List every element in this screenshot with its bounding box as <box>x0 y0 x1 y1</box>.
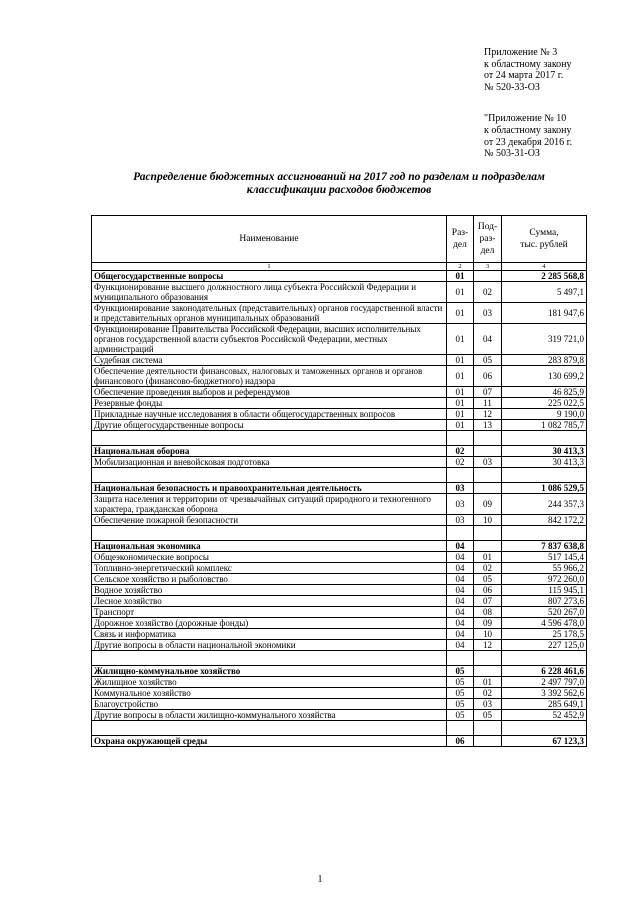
cell-sum: 115 945,1 <box>502 585 587 596</box>
cell-section: 01 <box>447 303 474 324</box>
col-number: 2 <box>447 263 474 271</box>
appendix-line: от 24 марта 2017 г. <box>484 70 564 82</box>
cell-sum: 7 837 638,8 <box>502 541 587 552</box>
blank-cell <box>474 721 502 736</box>
cell-name: Благоустройство <box>92 699 447 710</box>
table-row <box>92 324 587 355</box>
cell-subsection: 02 <box>474 563 502 574</box>
table-row <box>92 710 587 721</box>
blank-cell <box>474 526 502 541</box>
cell-subsection <box>474 666 502 677</box>
table-row <box>92 515 587 526</box>
cell-sum: 1 086 529,5 <box>502 483 587 494</box>
table-row <box>92 494 587 515</box>
cell-name: Национальная оборона <box>92 446 447 457</box>
table-body <box>92 271 587 747</box>
table-row <box>92 303 587 324</box>
cell-subsection: 03 <box>474 699 502 710</box>
cell-name: Обеспечение пожарной безопасности <box>92 515 447 526</box>
appendix-line: к областному закону <box>484 124 572 136</box>
blank-cell <box>92 468 447 483</box>
cell-sum: 30 413,3 <box>502 446 587 457</box>
cell-sum: 30 413,3 <box>502 457 587 468</box>
cell-subsection: 12 <box>474 640 502 651</box>
cell-section: 03 <box>447 494 474 515</box>
cell-sum: 244 357,3 <box>502 494 587 515</box>
cell-section: 06 <box>447 736 474 747</box>
appendix-line: к областному закону <box>484 58 572 70</box>
blank-cell <box>92 526 447 541</box>
table-row <box>92 607 587 618</box>
cell-subsection: 03 <box>474 457 502 468</box>
cell-name: Прикладные научные исследования в области общегосударственных вопросов <box>92 409 447 420</box>
cell-section: 05 <box>447 710 474 721</box>
blank-cell <box>502 721 587 736</box>
table-row-blank <box>92 431 587 446</box>
cell-name: Защита населения и территории от чрезвычайных ситуаций природного и техногенного характера, гражданская оборона <box>92 494 447 515</box>
appendix-block <box>484 47 634 160</box>
cell-section: 01 <box>447 282 474 303</box>
section-row <box>92 666 587 677</box>
cell-section: 04 <box>447 618 474 629</box>
table-row <box>92 387 587 398</box>
cell-sum: 4 596 478,0 <box>502 618 587 629</box>
cell-name: Транспорт <box>92 607 447 618</box>
cell-subsection <box>474 446 502 457</box>
cell-name: Другие вопросы в области национальной экономики <box>92 640 447 651</box>
table-row <box>92 552 587 563</box>
blank-cell <box>92 721 447 736</box>
cell-sum: 46 825,9 <box>502 387 587 398</box>
cell-name: Охрана окружающей среды <box>92 736 447 747</box>
table-row-blank <box>92 721 587 736</box>
blank-cell <box>502 468 587 483</box>
col-number: 3 <box>474 263 502 271</box>
cell-sum: 52 452,9 <box>502 710 587 721</box>
cell-subsection: 07 <box>474 387 502 398</box>
table-row <box>92 640 587 651</box>
table-row <box>92 282 587 303</box>
cell-sum: 9 190,0 <box>502 409 587 420</box>
cell-name: Другие вопросы в области жилищно-коммунального хозяйства <box>92 710 447 721</box>
cell-sum: 67 123,3 <box>502 736 587 747</box>
cell-subsection: 09 <box>474 618 502 629</box>
section-row <box>92 483 587 494</box>
page-number: 1 <box>317 874 323 885</box>
header-row <box>92 216 587 263</box>
cell-subsection <box>474 483 502 494</box>
appendix-line: № 503-31-ОЗ <box>484 148 540 160</box>
table-row <box>92 585 587 596</box>
cell-name: Связь и информатика <box>92 629 447 640</box>
cell-sum: 807 273,6 <box>502 596 587 607</box>
cell-subsection <box>474 541 502 552</box>
table-row <box>92 563 587 574</box>
cell-name: Судебная система <box>92 355 447 366</box>
appendix-line: от 23 декабря 2016 г. <box>484 136 573 148</box>
cell-sum: 517 145,4 <box>502 552 587 563</box>
cell-subsection: 04 <box>474 324 502 355</box>
cell-name: Мобилизационная и вневойсковая подготовка <box>92 457 447 468</box>
section-row <box>92 446 587 457</box>
table-row <box>92 355 587 366</box>
cell-name: Обеспечение деятельности финансовых, налоговых и таможенных органов и органов финансового (финансово-бюджетного) надзора <box>92 366 447 387</box>
cell-sum: 283 879,8 <box>502 355 587 366</box>
cell-sum: 285 649,1 <box>502 699 587 710</box>
section-row <box>92 271 587 282</box>
table-row-blank <box>92 468 587 483</box>
cell-section: 05 <box>447 666 474 677</box>
cell-sum: 2 497 797,0 <box>502 677 587 688</box>
cell-section: 05 <box>447 699 474 710</box>
table-row <box>92 596 587 607</box>
cell-subsection: 08 <box>474 607 502 618</box>
cell-section: 05 <box>447 688 474 699</box>
appendix-line: Приложение № 3 <box>484 47 558 58</box>
cell-subsection: 07 <box>474 596 502 607</box>
table-row <box>92 398 587 409</box>
table-row <box>92 457 587 468</box>
blank-cell <box>502 431 587 446</box>
budget-table <box>91 215 587 747</box>
cell-sum: 3 392 562,6 <box>502 688 587 699</box>
cell-section: 04 <box>447 629 474 640</box>
cell-subsection: 05 <box>474 574 502 585</box>
cell-section: 01 <box>447 398 474 409</box>
cell-subsection: 05 <box>474 710 502 721</box>
cell-sum: 55 966,2 <box>502 563 587 574</box>
cell-name: Другие общегосударственные вопросы <box>92 420 447 431</box>
document-title <box>92 171 586 197</box>
cell-section: 05 <box>447 677 474 688</box>
appendix-line: № 520-33-ОЗ <box>484 81 540 93</box>
cell-name: Национальная безопасность и правоохранительная деятельность <box>92 483 447 494</box>
cell-name: Резервные фонды <box>92 398 447 409</box>
table-row <box>92 629 587 640</box>
cell-subsection: 06 <box>474 366 502 387</box>
section-row <box>92 541 587 552</box>
cell-section: 04 <box>447 640 474 651</box>
cell-subsection: 01 <box>474 552 502 563</box>
table-row <box>92 699 587 710</box>
cell-section: 01 <box>447 324 474 355</box>
cell-name: Функционирование законодательных (представительных) органов государственной власти и представительных органов муниципальных образований <box>92 303 447 324</box>
cell-sum: 130 699,2 <box>502 366 587 387</box>
cell-sum: 842 172,2 <box>502 515 587 526</box>
cell-section: 04 <box>447 596 474 607</box>
header-sum: Сумма, тыс. рублей <box>502 216 587 263</box>
table-row <box>92 366 587 387</box>
col-number: 4 <box>502 263 587 271</box>
column-number-row <box>92 263 587 271</box>
cell-name: Функционирование Правительства Российской Федерации, высших исполнительных органов государственной власти субъектов Российской Федерации, местных администраций <box>92 324 447 355</box>
cell-section: 04 <box>447 607 474 618</box>
cell-section: 01 <box>447 366 474 387</box>
cell-section: 04 <box>447 585 474 596</box>
cell-subsection: 12 <box>474 409 502 420</box>
header-name: Наименование <box>92 216 447 263</box>
cell-sum: 319 721,0 <box>502 324 587 355</box>
cell-name: Общегосударственные вопросы <box>92 271 447 282</box>
cell-name: Функционирование высшего должностного лица субъекта Российской Федерации и муниципального образования <box>92 282 447 303</box>
cell-subsection: 05 <box>474 355 502 366</box>
header-section: Раз- дел <box>447 216 474 263</box>
cell-name: Национальная экономика <box>92 541 447 552</box>
cell-name: Лесное хозяйство <box>92 596 447 607</box>
cell-sum: 2 285 568,8 <box>502 271 587 282</box>
cell-section: 04 <box>447 563 474 574</box>
blank-cell <box>474 431 502 446</box>
blank-cell <box>447 526 474 541</box>
cell-sum: 227 125,0 <box>502 640 587 651</box>
cell-section: 04 <box>447 541 474 552</box>
blank-cell <box>447 468 474 483</box>
table-row <box>92 574 587 585</box>
cell-sum: 5 497,1 <box>502 282 587 303</box>
appendix-current <box>484 47 634 93</box>
blank-cell <box>502 651 587 666</box>
table-row <box>92 688 587 699</box>
col-number: 1 <box>92 263 447 271</box>
appendix-line: "Приложение № 10 <box>484 113 567 125</box>
cell-section: 03 <box>447 483 474 494</box>
header-subsection: Под- раз- дел <box>474 216 502 263</box>
title-line: Распределение бюджетных ассигнований на 2017 год по разделам и подразделам <box>133 171 545 183</box>
cell-name: Жилищно-коммунальное хозяйство <box>92 666 447 677</box>
table-row-blank <box>92 651 587 666</box>
cell-subsection: 02 <box>474 688 502 699</box>
cell-name: Дорожное хозяйство (дорожные фонды) <box>92 618 447 629</box>
table-row-blank <box>92 526 587 541</box>
cell-subsection: 13 <box>474 420 502 431</box>
cell-section: 03 <box>447 515 474 526</box>
cell-section: 04 <box>447 552 474 563</box>
cell-subsection: 10 <box>474 515 502 526</box>
cell-name: Общеэкономические вопросы <box>92 552 447 563</box>
cell-section: 01 <box>447 387 474 398</box>
cell-section: 01 <box>447 420 474 431</box>
table-row <box>92 420 587 431</box>
cell-sum: 181 947,6 <box>502 303 587 324</box>
blank-cell <box>502 526 587 541</box>
blank-cell <box>447 721 474 736</box>
blank-cell <box>447 651 474 666</box>
cell-subsection <box>474 271 502 282</box>
table-row <box>92 618 587 629</box>
blank-cell <box>447 431 474 446</box>
cell-subsection: 03 <box>474 303 502 324</box>
cell-sum: 6 228 461,6 <box>502 666 587 677</box>
cell-sum: 520 267,0 <box>502 607 587 618</box>
cell-sum: 25 178,5 <box>502 629 587 640</box>
appendix-original <box>484 113 634 159</box>
cell-name: Водное хозяйство <box>92 585 447 596</box>
section-row <box>92 736 587 747</box>
blank-cell <box>474 468 502 483</box>
cell-name: Жилищное хозяйство <box>92 677 447 688</box>
table-row <box>92 677 587 688</box>
cell-subsection: 11 <box>474 398 502 409</box>
cell-sum: 1 082 785,7 <box>502 420 587 431</box>
blank-cell <box>92 431 447 446</box>
cell-subsection: 09 <box>474 494 502 515</box>
cell-section: 01 <box>447 355 474 366</box>
cell-sum: 225 022,5 <box>502 398 587 409</box>
blank-cell <box>92 651 447 666</box>
table-row <box>92 409 587 420</box>
cell-name: Топливно-энергетический комплекс <box>92 563 447 574</box>
cell-section: 02 <box>447 457 474 468</box>
cell-name: Сельское хозяйство и рыболовство <box>92 574 447 585</box>
cell-subsection: 01 <box>474 677 502 688</box>
cell-section: 01 <box>447 271 474 282</box>
cell-sum: 972 260,0 <box>502 574 587 585</box>
cell-subsection: 02 <box>474 282 502 303</box>
cell-section: 02 <box>447 446 474 457</box>
cell-section: 04 <box>447 574 474 585</box>
cell-name: Обеспечение проведения выборов и референдумов <box>92 387 447 398</box>
title-line: классификации расходов бюджетов <box>246 184 432 196</box>
blank-cell <box>474 651 502 666</box>
cell-subsection: 10 <box>474 629 502 640</box>
cell-subsection: 06 <box>474 585 502 596</box>
cell-name: Коммунальное хозяйство <box>92 688 447 699</box>
cell-section: 01 <box>447 409 474 420</box>
cell-subsection <box>474 736 502 747</box>
